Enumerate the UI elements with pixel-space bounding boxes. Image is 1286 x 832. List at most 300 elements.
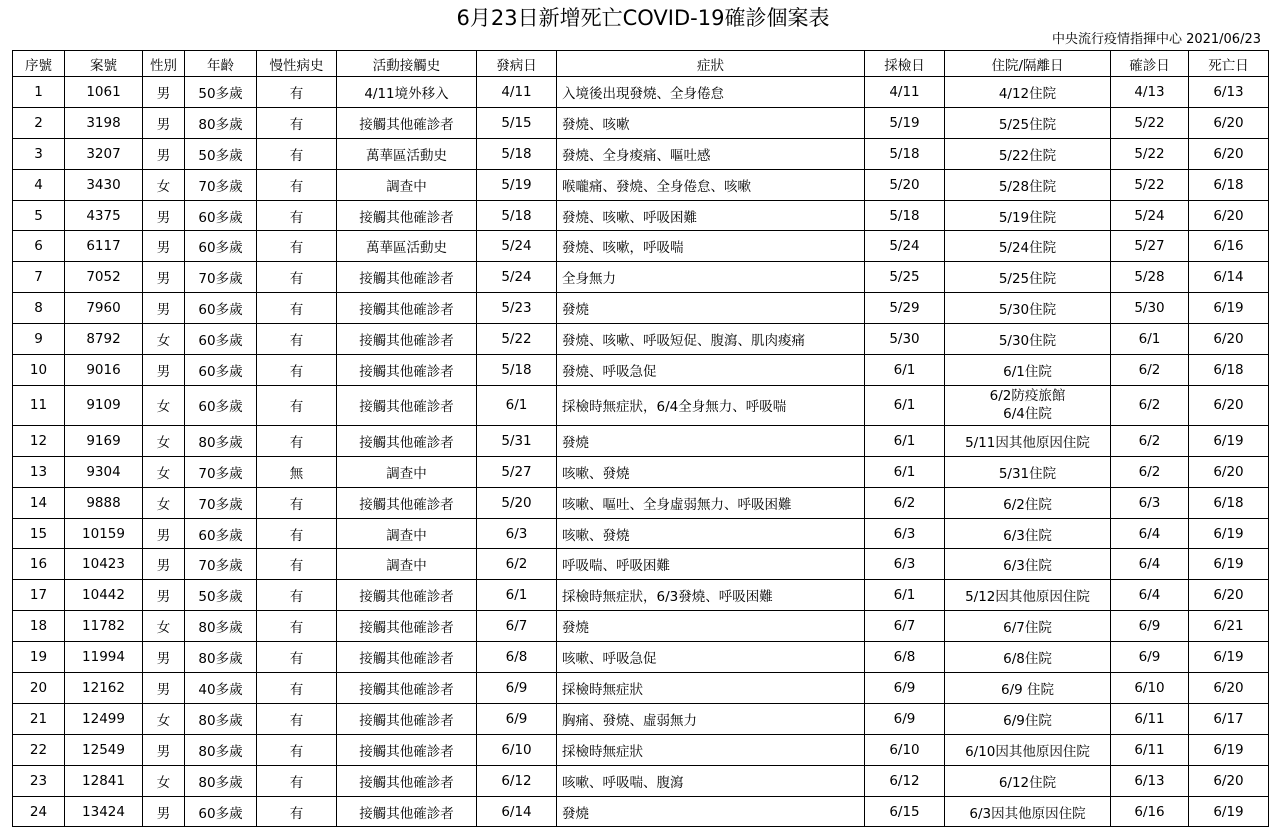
onset-date-cell: 5/18 bbox=[477, 138, 557, 169]
hospitalization-date-cell: 6/3住院 bbox=[945, 549, 1111, 580]
hospitalization-date-cell: 5/25住院 bbox=[945, 107, 1111, 138]
case-number-cell: 3207 bbox=[65, 138, 143, 169]
table-row bbox=[13, 293, 1269, 324]
header-cell: 採檢日 bbox=[865, 51, 945, 77]
confirm-date-cell: 6/11 bbox=[1111, 703, 1189, 734]
symptoms-cell: 發燒、咳嗽 bbox=[557, 107, 865, 138]
case-number-cell: 10442 bbox=[65, 580, 143, 611]
table-row bbox=[13, 518, 1269, 549]
table-body bbox=[13, 77, 1269, 827]
test-date-cell: 5/24 bbox=[865, 231, 945, 262]
confirm-date-cell: 6/4 bbox=[1111, 549, 1189, 580]
case-number-cell: 6117 bbox=[65, 231, 143, 262]
chronic-disease-cell: 有 bbox=[257, 355, 337, 386]
hospitalization-date-cell: 6/12住院 bbox=[945, 765, 1111, 796]
confirm-date-cell: 6/16 bbox=[1111, 796, 1189, 827]
contact-history-cell: 接觸其他確診者 bbox=[337, 262, 477, 293]
age-cell: 60多歲 bbox=[185, 293, 257, 324]
age-cell: 80多歲 bbox=[185, 642, 257, 673]
contact-history-cell: 接觸其他確診者 bbox=[337, 200, 477, 231]
serial-cell: 2 bbox=[13, 107, 65, 138]
hospitalization-date-cell: 6/9住院 bbox=[945, 703, 1111, 734]
contact-history-cell: 接觸其他確診者 bbox=[337, 293, 477, 324]
onset-date-cell: 5/31 bbox=[477, 425, 557, 456]
case-number-cell: 9016 bbox=[65, 355, 143, 386]
sex-cell: 男 bbox=[143, 231, 185, 262]
serial-cell: 1 bbox=[13, 77, 65, 108]
onset-date-cell: 6/2 bbox=[477, 549, 557, 580]
chronic-disease-cell: 有 bbox=[257, 611, 337, 642]
table-row bbox=[13, 425, 1269, 456]
serial-cell: 22 bbox=[13, 734, 65, 765]
onset-date-cell: 5/18 bbox=[477, 200, 557, 231]
hospitalization-date-cell: 6/9 住院 bbox=[945, 673, 1111, 704]
contact-history-cell: 接觸其他確診者 bbox=[337, 580, 477, 611]
test-date-cell: 6/9 bbox=[865, 703, 945, 734]
serial-cell: 18 bbox=[13, 611, 65, 642]
age-cell: 80多歲 bbox=[185, 703, 257, 734]
hospitalization-date-cell bbox=[945, 385, 1111, 425]
death-date-cell: 6/18 bbox=[1189, 169, 1269, 200]
symptoms-cell: 入境後出現發燒、全身倦怠 bbox=[557, 77, 865, 108]
test-date-cell: 6/1 bbox=[865, 355, 945, 386]
test-date-cell: 5/29 bbox=[865, 293, 945, 324]
case-number-cell: 11782 bbox=[65, 611, 143, 642]
test-date-cell: 5/25 bbox=[865, 262, 945, 293]
serial-cell: 20 bbox=[13, 673, 65, 704]
death-date-cell: 6/20 bbox=[1189, 765, 1269, 796]
header-cell: 症狀 bbox=[557, 51, 865, 77]
sex-cell: 男 bbox=[143, 796, 185, 827]
confirm-date-cell: 6/11 bbox=[1111, 734, 1189, 765]
age-cell: 50多歲 bbox=[185, 138, 257, 169]
serial-cell: 11 bbox=[13, 385, 65, 425]
case-number-cell: 12499 bbox=[65, 703, 143, 734]
serial-cell: 17 bbox=[13, 580, 65, 611]
contact-history-cell: 接觸其他確診者 bbox=[337, 673, 477, 704]
test-date-cell: 5/18 bbox=[865, 138, 945, 169]
hospitalization-date-cell: 6/10因其他原因住院 bbox=[945, 734, 1111, 765]
header-cell: 序號 bbox=[13, 51, 65, 77]
test-date-cell: 4/11 bbox=[865, 77, 945, 108]
chronic-disease-cell: 有 bbox=[257, 518, 337, 549]
death-date-cell: 6/20 bbox=[1189, 200, 1269, 231]
age-cell: 80多歲 bbox=[185, 734, 257, 765]
sex-cell: 男 bbox=[143, 549, 185, 580]
case-number-cell: 3430 bbox=[65, 169, 143, 200]
test-date-cell: 6/1 bbox=[865, 456, 945, 487]
sex-cell: 男 bbox=[143, 138, 185, 169]
sex-cell: 女 bbox=[143, 385, 185, 425]
onset-date-cell: 5/23 bbox=[477, 293, 557, 324]
contact-history-cell: 接觸其他確診者 bbox=[337, 642, 477, 673]
hospitalization-date-cell: 6/2住院 bbox=[945, 487, 1111, 518]
sex-cell: 男 bbox=[143, 355, 185, 386]
symptoms-cell: 發燒 bbox=[557, 293, 865, 324]
header-cell: 死亡日 bbox=[1189, 51, 1269, 77]
serial-cell: 16 bbox=[13, 549, 65, 580]
test-date-cell: 5/30 bbox=[865, 324, 945, 355]
serial-cell: 6 bbox=[13, 231, 65, 262]
chronic-disease-cell: 有 bbox=[257, 107, 337, 138]
table-row bbox=[13, 107, 1269, 138]
confirm-date-cell: 6/2 bbox=[1111, 456, 1189, 487]
onset-date-cell: 6/1 bbox=[477, 385, 557, 425]
contact-history-cell: 萬華區活動史 bbox=[337, 231, 477, 262]
header-cell: 住院/隔離日 bbox=[945, 51, 1111, 77]
symptoms-cell: 採檢時無症狀 bbox=[557, 734, 865, 765]
hospitalization-date-cell: 5/22住院 bbox=[945, 138, 1111, 169]
case-number-cell: 1061 bbox=[65, 77, 143, 108]
contact-history-cell: 接觸其他確診者 bbox=[337, 107, 477, 138]
onset-date-cell: 5/24 bbox=[477, 231, 557, 262]
sex-cell: 男 bbox=[143, 734, 185, 765]
symptoms-cell: 採檢時無症狀，6/3發燒、呼吸困難 bbox=[557, 580, 865, 611]
age-cell: 60多歲 bbox=[185, 385, 257, 425]
age-cell: 60多歲 bbox=[185, 355, 257, 386]
chronic-disease-cell: 有 bbox=[257, 549, 337, 580]
page-title: 6月23日新增死亡COVID-19確診個案表 bbox=[456, 6, 830, 30]
table-row bbox=[13, 231, 1269, 262]
case-number-cell: 12841 bbox=[65, 765, 143, 796]
onset-date-cell: 5/19 bbox=[477, 169, 557, 200]
hospitalization-date-cell: 6/3因其他原因住院 bbox=[945, 796, 1111, 827]
case-number-cell: 9109 bbox=[65, 385, 143, 425]
hospitalization-date-cell: 5/19住院 bbox=[945, 200, 1111, 231]
confirm-date-cell: 6/9 bbox=[1111, 642, 1189, 673]
sex-cell: 女 bbox=[143, 487, 185, 518]
symptoms-cell: 發燒 bbox=[557, 796, 865, 827]
age-cell: 70多歲 bbox=[185, 487, 257, 518]
serial-cell: 23 bbox=[13, 765, 65, 796]
serial-cell: 24 bbox=[13, 796, 65, 827]
test-date-cell: 6/9 bbox=[865, 673, 945, 704]
death-date-cell: 6/14 bbox=[1189, 262, 1269, 293]
header-cell: 性別 bbox=[143, 51, 185, 77]
confirm-date-cell: 6/13 bbox=[1111, 765, 1189, 796]
symptoms-cell: 咳嗽、發燒 bbox=[557, 456, 865, 487]
confirm-date-cell: 5/28 bbox=[1111, 262, 1189, 293]
header-cell: 案號 bbox=[65, 51, 143, 77]
onset-date-cell: 5/22 bbox=[477, 324, 557, 355]
symptoms-cell: 咳嗽、嘔吐、全身虛弱無力、呼吸困難 bbox=[557, 487, 865, 518]
chronic-disease-cell: 有 bbox=[257, 734, 337, 765]
death-date-cell: 6/19 bbox=[1189, 734, 1269, 765]
hospitalization-date-cell: 5/12因其他原因住院 bbox=[945, 580, 1111, 611]
confirm-date-cell: 5/24 bbox=[1111, 200, 1189, 231]
serial-cell: 13 bbox=[13, 456, 65, 487]
death-date-cell: 6/20 bbox=[1189, 673, 1269, 704]
death-date-cell: 6/20 bbox=[1189, 107, 1269, 138]
onset-date-cell: 4/11 bbox=[477, 77, 557, 108]
chronic-disease-cell: 有 bbox=[257, 200, 337, 231]
case-number-cell: 10423 bbox=[65, 549, 143, 580]
chronic-disease-cell: 有 bbox=[257, 580, 337, 611]
contact-history-cell: 接觸其他確診者 bbox=[337, 324, 477, 355]
onset-date-cell: 5/18 bbox=[477, 355, 557, 386]
contact-history-cell: 接觸其他確診者 bbox=[337, 487, 477, 518]
symptoms-cell: 採檢時無症狀 bbox=[557, 673, 865, 704]
confirm-date-cell: 6/9 bbox=[1111, 611, 1189, 642]
chronic-disease-cell: 有 bbox=[257, 169, 337, 200]
case-number-cell: 10159 bbox=[65, 518, 143, 549]
death-date-cell: 6/19 bbox=[1189, 642, 1269, 673]
hospitalization-date-cell: 5/28住院 bbox=[945, 169, 1111, 200]
serial-cell: 8 bbox=[13, 293, 65, 324]
death-date-cell: 6/18 bbox=[1189, 487, 1269, 518]
contact-history-cell: 接觸其他確診者 bbox=[337, 796, 477, 827]
confirm-date-cell: 6/4 bbox=[1111, 518, 1189, 549]
age-cell: 80多歲 bbox=[185, 425, 257, 456]
onset-date-cell: 6/9 bbox=[477, 703, 557, 734]
age-cell: 50多歲 bbox=[185, 580, 257, 611]
onset-date-cell: 6/14 bbox=[477, 796, 557, 827]
table-row bbox=[13, 703, 1269, 734]
death-date-cell: 6/20 bbox=[1189, 580, 1269, 611]
symptoms-cell: 發燒、咳嗽，呼吸喘 bbox=[557, 231, 865, 262]
sex-cell: 男 bbox=[143, 642, 185, 673]
case-number-cell: 3198 bbox=[65, 107, 143, 138]
sex-cell: 男 bbox=[143, 293, 185, 324]
confirm-date-cell: 5/22 bbox=[1111, 138, 1189, 169]
age-cell: 60多歲 bbox=[185, 518, 257, 549]
chronic-disease-cell: 有 bbox=[257, 138, 337, 169]
onset-date-cell: 5/24 bbox=[477, 262, 557, 293]
contact-history-cell: 萬華區活動史 bbox=[337, 138, 477, 169]
chronic-disease-cell: 有 bbox=[257, 425, 337, 456]
sex-cell: 女 bbox=[143, 324, 185, 355]
contact-history-cell: 調查中 bbox=[337, 169, 477, 200]
death-date-cell: 6/20 bbox=[1189, 324, 1269, 355]
hospitalization-date-cell: 5/30住院 bbox=[945, 293, 1111, 324]
header-cell: 年齡 bbox=[185, 51, 257, 77]
chronic-disease-cell: 有 bbox=[257, 293, 337, 324]
hospitalization-date-cell: 6/1住院 bbox=[945, 355, 1111, 386]
table-row bbox=[13, 385, 1269, 425]
symptoms-cell: 咳嗽、呼吸急促 bbox=[557, 642, 865, 673]
case-number-cell: 4375 bbox=[65, 200, 143, 231]
sex-cell: 女 bbox=[143, 456, 185, 487]
onset-date-cell: 5/27 bbox=[477, 456, 557, 487]
death-date-cell: 6/20 bbox=[1189, 385, 1269, 425]
source-note: 中央流行疫情指揮中心 2021/06/23 bbox=[1051, 32, 1261, 47]
header-cell: 慢性病史 bbox=[257, 51, 337, 77]
onset-date-cell: 6/9 bbox=[477, 673, 557, 704]
contact-history-cell: 接觸其他確診者 bbox=[337, 703, 477, 734]
age-cell: 60多歲 bbox=[185, 796, 257, 827]
age-cell: 50多歲 bbox=[185, 77, 257, 108]
chronic-disease-cell: 有 bbox=[257, 385, 337, 425]
table-row bbox=[13, 611, 1269, 642]
case-number-cell: 9888 bbox=[65, 487, 143, 518]
symptoms-cell: 發燒、全身痠痛、嘔吐感 bbox=[557, 138, 865, 169]
sex-cell: 女 bbox=[143, 169, 185, 200]
case-number-cell: 12549 bbox=[65, 734, 143, 765]
serial-cell: 5 bbox=[13, 200, 65, 231]
hospitalization-date-cell: 6/7住院 bbox=[945, 611, 1111, 642]
onset-date-cell: 6/1 bbox=[477, 580, 557, 611]
age-cell: 70多歲 bbox=[185, 169, 257, 200]
table-row bbox=[13, 642, 1269, 673]
case-number-cell: 7960 bbox=[65, 293, 143, 324]
chronic-disease-cell: 有 bbox=[257, 262, 337, 293]
hospitalization-date-cell: 6/8住院 bbox=[945, 642, 1111, 673]
test-date-cell: 5/18 bbox=[865, 200, 945, 231]
chronic-disease-cell: 有 bbox=[257, 765, 337, 796]
age-cell: 60多歲 bbox=[185, 231, 257, 262]
symptoms-cell: 呼吸喘、呼吸困難 bbox=[557, 549, 865, 580]
case-number-cell: 7052 bbox=[65, 262, 143, 293]
contact-history-cell: 調查中 bbox=[337, 456, 477, 487]
death-date-cell: 6/19 bbox=[1189, 549, 1269, 580]
symptoms-cell: 胸痛、發燒、虛弱無力 bbox=[557, 703, 865, 734]
test-date-cell: 6/8 bbox=[865, 642, 945, 673]
header-cell: 確診日 bbox=[1111, 51, 1189, 77]
sex-cell: 女 bbox=[143, 703, 185, 734]
test-date-cell: 6/1 bbox=[865, 385, 945, 425]
header-cell: 活動接觸史 bbox=[337, 51, 477, 77]
test-date-cell: 6/1 bbox=[865, 580, 945, 611]
sex-cell: 女 bbox=[143, 765, 185, 796]
table-row bbox=[13, 77, 1269, 108]
table-row bbox=[13, 580, 1269, 611]
contact-history-cell: 接觸其他確診者 bbox=[337, 425, 477, 456]
sex-cell: 男 bbox=[143, 200, 185, 231]
death-date-cell: 6/18 bbox=[1189, 355, 1269, 386]
confirm-date-cell: 5/22 bbox=[1111, 107, 1189, 138]
serial-cell: 3 bbox=[13, 138, 65, 169]
chronic-disease-cell: 有 bbox=[257, 703, 337, 734]
chronic-disease-cell: 有 bbox=[257, 796, 337, 827]
age-cell: 80多歲 bbox=[185, 611, 257, 642]
contact-history-cell: 接觸其他確診者 bbox=[337, 611, 477, 642]
serial-cell: 21 bbox=[13, 703, 65, 734]
case-number-cell: 9304 bbox=[65, 456, 143, 487]
age-cell: 70多歲 bbox=[185, 549, 257, 580]
test-date-cell: 6/2 bbox=[865, 487, 945, 518]
test-date-cell: 6/1 bbox=[865, 425, 945, 456]
confirm-date-cell: 4/13 bbox=[1111, 77, 1189, 108]
onset-date-cell: 6/7 bbox=[477, 611, 557, 642]
age-cell: 70多歲 bbox=[185, 262, 257, 293]
table-row bbox=[13, 765, 1269, 796]
table-row bbox=[13, 673, 1269, 704]
confirm-date-cell: 6/10 bbox=[1111, 673, 1189, 704]
confirm-date-cell: 5/30 bbox=[1111, 293, 1189, 324]
serial-cell: 10 bbox=[13, 355, 65, 386]
death-date-cell: 6/19 bbox=[1189, 293, 1269, 324]
symptoms-cell: 採檢時無症狀，6/4全身無力、呼吸喘 bbox=[557, 385, 865, 425]
case-number-cell: 9169 bbox=[65, 425, 143, 456]
test-date-cell: 6/12 bbox=[865, 765, 945, 796]
table-row bbox=[13, 549, 1269, 580]
contact-history-cell: 接觸其他確診者 bbox=[337, 734, 477, 765]
hospitalization-date-cell: 5/31住院 bbox=[945, 456, 1111, 487]
table-row bbox=[13, 487, 1269, 518]
confirm-date-cell: 5/27 bbox=[1111, 231, 1189, 262]
case-number-cell: 12162 bbox=[65, 673, 143, 704]
death-date-cell: 6/19 bbox=[1189, 425, 1269, 456]
sex-cell: 男 bbox=[143, 580, 185, 611]
symptoms-cell: 發燒、咳嗽、呼吸短促、腹瀉、肌肉痠痛 bbox=[557, 324, 865, 355]
contact-history-cell: 接觸其他確診者 bbox=[337, 385, 477, 425]
chronic-disease-cell: 有 bbox=[257, 231, 337, 262]
symptoms-cell: 全身無力 bbox=[557, 262, 865, 293]
test-date-cell: 5/19 bbox=[865, 107, 945, 138]
test-date-cell: 6/3 bbox=[865, 549, 945, 580]
table-row bbox=[13, 169, 1269, 200]
age-cell: 60多歲 bbox=[185, 324, 257, 355]
hospitalization-date-cell: 5/30住院 bbox=[945, 324, 1111, 355]
symptoms-cell: 發燒、咳嗽、呼吸困難 bbox=[557, 200, 865, 231]
table-row bbox=[13, 138, 1269, 169]
contact-history-cell: 4/11境外移入 bbox=[337, 77, 477, 108]
contact-history-cell: 調查中 bbox=[337, 518, 477, 549]
serial-cell: 4 bbox=[13, 169, 65, 200]
serial-cell: 14 bbox=[13, 487, 65, 518]
death-date-cell: 6/19 bbox=[1189, 796, 1269, 827]
chronic-disease-cell: 有 bbox=[257, 487, 337, 518]
table-row bbox=[13, 324, 1269, 355]
hospitalization-date-cell: 5/24住院 bbox=[945, 231, 1111, 262]
test-date-cell: 6/3 bbox=[865, 518, 945, 549]
symptoms-cell: 喉嚨痛、發燒、全身倦怠、咳嗽 bbox=[557, 169, 865, 200]
onset-date-cell: 6/10 bbox=[477, 734, 557, 765]
sex-cell: 男 bbox=[143, 673, 185, 704]
onset-date-cell: 6/8 bbox=[477, 642, 557, 673]
test-date-cell: 6/10 bbox=[865, 734, 945, 765]
case-number-cell: 11994 bbox=[65, 642, 143, 673]
symptoms-cell: 咳嗽、發燒 bbox=[557, 518, 865, 549]
onset-date-cell: 5/20 bbox=[477, 487, 557, 518]
contact-history-cell: 接觸其他確診者 bbox=[337, 355, 477, 386]
age-cell: 80多歲 bbox=[185, 107, 257, 138]
onset-date-cell: 5/15 bbox=[477, 107, 557, 138]
case-number-cell: 13424 bbox=[65, 796, 143, 827]
confirm-date-cell: 6/2 bbox=[1111, 355, 1189, 386]
sex-cell: 男 bbox=[143, 107, 185, 138]
chronic-disease-cell: 有 bbox=[257, 642, 337, 673]
symptoms-cell: 發燒、呼吸急促 bbox=[557, 355, 865, 386]
test-date-cell: 6/7 bbox=[865, 611, 945, 642]
confirm-date-cell: 6/1 bbox=[1111, 324, 1189, 355]
table-row bbox=[13, 456, 1269, 487]
chronic-disease-cell: 有 bbox=[257, 673, 337, 704]
age-cell: 70多歲 bbox=[185, 456, 257, 487]
table-row bbox=[13, 262, 1269, 293]
serial-cell: 15 bbox=[13, 518, 65, 549]
cases-table bbox=[12, 50, 1269, 827]
age-cell: 80多歲 bbox=[185, 765, 257, 796]
case-number-cell: 8792 bbox=[65, 324, 143, 355]
serial-cell: 12 bbox=[13, 425, 65, 456]
death-date-cell: 6/21 bbox=[1189, 611, 1269, 642]
sex-cell: 男 bbox=[143, 518, 185, 549]
death-date-cell: 6/19 bbox=[1189, 518, 1269, 549]
hospitalization-line: 6/4住院 bbox=[1003, 406, 1052, 423]
contact-history-cell: 調查中 bbox=[337, 549, 477, 580]
chronic-disease-cell: 有 bbox=[257, 77, 337, 108]
contact-history-cell: 接觸其他確診者 bbox=[337, 765, 477, 796]
onset-date-cell: 6/12 bbox=[477, 765, 557, 796]
table-row bbox=[13, 796, 1269, 827]
hospitalization-date-cell: 5/25住院 bbox=[945, 262, 1111, 293]
sex-cell: 女 bbox=[143, 425, 185, 456]
symptoms-cell: 發燒 bbox=[557, 611, 865, 642]
death-date-cell: 6/16 bbox=[1189, 231, 1269, 262]
test-date-cell: 6/15 bbox=[865, 796, 945, 827]
table-row bbox=[13, 355, 1269, 386]
